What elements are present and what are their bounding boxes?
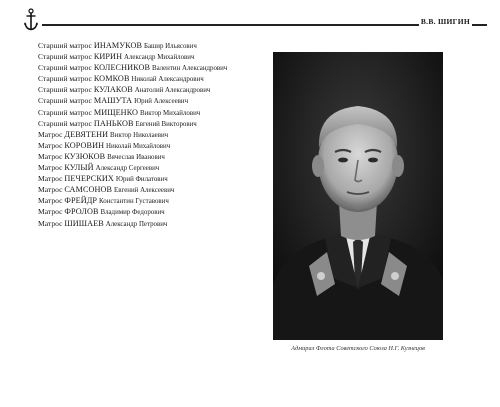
given-names: Николай Александрович [131, 76, 204, 84]
given-names: Александр Михайлович [124, 54, 195, 62]
given-names: Юрий Алексеевич [134, 98, 189, 106]
rank: Старший матрос [38, 41, 92, 50]
surname: КУЗЮКОВ [64, 151, 106, 161]
roster-entry [38, 218, 270, 229]
given-names: Анатолий Александрович [134, 87, 211, 95]
given-names: Башир Ильясович [143, 43, 197, 50]
rank: Матрос [38, 163, 63, 173]
rank: Матрос [38, 218, 63, 228]
surname: МАШУТА [93, 96, 133, 106]
surname: КОРОВИН [64, 140, 105, 150]
roster-entry [38, 184, 270, 195]
surname: МИЩЕНКО [93, 107, 139, 117]
crew-roster [38, 40, 270, 229]
portrait-illustration [273, 52, 443, 340]
roster-entry [38, 107, 270, 118]
surname: КУЛЫЙ [64, 163, 94, 173]
rank: Матрос [38, 151, 63, 161]
surname: ИНАМУКОВ [93, 41, 143, 50]
given-names: Константин Густавович [99, 198, 169, 206]
given-names: Владимир Федорович [100, 209, 165, 217]
rank: Старший матрос [38, 85, 92, 95]
rank: Старший матрос [38, 96, 92, 106]
page-header [20, 6, 490, 34]
anchor-icon [23, 8, 39, 32]
given-names: Александр Петрович [105, 220, 168, 228]
rank: Матрос [38, 185, 63, 195]
rank: Матрос [38, 174, 63, 184]
roster-entry [38, 151, 270, 162]
surname: ФРЕЙДР [64, 196, 98, 206]
surname: ПАНЬКОВ [93, 118, 134, 128]
given-names: Валентин Александрович [151, 65, 228, 73]
given-names: Юрий Филатович [115, 176, 168, 184]
roster-entry [38, 140, 270, 151]
given-names: Вячеслав Иванович [107, 153, 165, 161]
surname: САМСОНОВ [64, 185, 113, 195]
rank: Матрос [38, 140, 63, 150]
surname: КУЛАКОВ [93, 85, 133, 95]
roster-entry [38, 62, 270, 73]
roster-entry [38, 173, 270, 184]
rank: Матрос [38, 207, 63, 217]
rank: Старший матрос [38, 74, 92, 84]
given-names: Виктор Михайлович [139, 109, 201, 117]
roster-entry [38, 195, 270, 206]
surname: ШИШАЕВ [64, 218, 104, 228]
surname: КИРИН [93, 52, 123, 62]
rank: Матрос [38, 129, 63, 139]
running-head: В.В. ШИГИН [420, 17, 470, 26]
roster-entry [38, 162, 270, 173]
roster-entry [38, 40, 270, 51]
roster-entry [38, 206, 270, 217]
given-names: Виктор Николаевич [110, 131, 169, 139]
roster-entry [38, 95, 270, 106]
surname: КОЛЕСНИКОВ [93, 63, 151, 73]
given-names: Александр Сергеевич [95, 165, 160, 173]
given-names: Евгений Викторович [135, 120, 197, 128]
rank: Старший матрос [38, 107, 92, 117]
roster-entry [38, 73, 270, 84]
rank: Старший матрос [38, 118, 92, 128]
admiral-portrait-photo [273, 52, 443, 340]
roster-entry [38, 129, 270, 140]
rank: Старший матрос [38, 63, 92, 73]
given-names: Евгений Алексеевич [114, 187, 175, 195]
given-names: Николай Михайлович [106, 142, 171, 150]
rank: Старший матрос [38, 52, 92, 62]
surname: ФРОЛОВ [64, 207, 99, 217]
roster-entry [38, 118, 270, 129]
surname: ПЕЧЕРСКИХ [64, 174, 114, 184]
surname: ДЕВЯТЕНИ [64, 129, 109, 139]
photo-caption: Адмирал Флота Советского Союза Н.Г. Кузнецов [291, 345, 425, 352]
surname: КОМКОВ [93, 74, 130, 84]
roster-entry [38, 51, 270, 62]
rank: Матрос [38, 196, 63, 206]
roster-entry [38, 84, 270, 95]
